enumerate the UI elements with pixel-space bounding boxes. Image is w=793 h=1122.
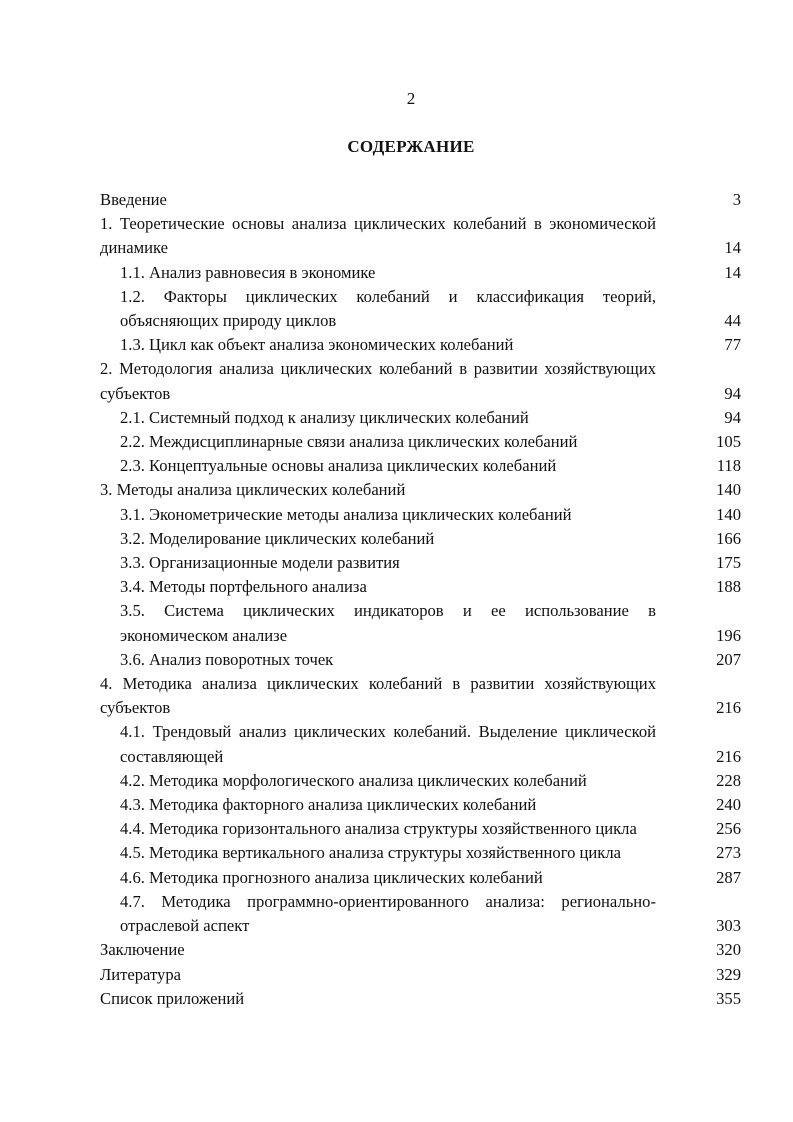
toc-entry-title: Введение [100, 190, 167, 209]
toc-entry-page: 196 [716, 625, 741, 645]
toc-entry-page: 175 [716, 553, 741, 573]
toc-entry-page: 256 [716, 819, 741, 839]
toc-entry-page: 188 [716, 577, 741, 597]
toc-entry-title: Литература [100, 964, 181, 984]
toc-entry-title: 3.2. Моделирование циклических колебаний [120, 528, 435, 548]
toc-entry [100, 454, 741, 478]
toc-entry-page: 140 [716, 504, 741, 524]
toc-entry-page: 216 [716, 746, 741, 766]
toc-entry-page: 105 [716, 432, 741, 452]
toc-entry-title: 1.1. Анализ равновесия в экономике [120, 262, 376, 282]
toc-entry-title: 2.3. Концептуальные основы анализа циклических колебаний [120, 456, 557, 476]
toc-entry [100, 261, 741, 285]
toc-entry [100, 188, 741, 212]
toc-entry-page: 228 [716, 770, 741, 790]
toc-entry-title: 1.3. Цикл как объект анализа экономических колебаний [120, 335, 514, 355]
toc-entry-page: 287 [716, 867, 741, 887]
toc-entry-title: 3.4. Методы портфельного анализа [120, 577, 367, 597]
toc-entry-page: 240 [716, 795, 741, 815]
toc-entry [100, 987, 741, 1011]
toc-entry [100, 575, 741, 599]
toc-entry-page: 77 [724, 335, 741, 355]
toc-entry [100, 793, 741, 817]
toc-entry-page: 140 [716, 480, 741, 500]
toc-entry [100, 333, 741, 357]
toc-entry [100, 648, 741, 672]
toc-entry-title: 4.2. Методика морфологического анализа циклических колебаний [120, 770, 587, 790]
toc-entry-title: 4.7. Методика программно-ориентированного анализа: регионально-отраслевой аспект [120, 891, 656, 936]
toc-entry [100, 527, 741, 551]
toc-entry-title: 2.2. Междисциплинарные связи анализа циклических колебаний [120, 432, 578, 452]
toc-entry-page: 14 [724, 262, 741, 282]
toc-entry-title: 2. Методология анализа циклических колебаний в развитии хозяйствующих субъектов [100, 359, 656, 403]
toc-entry [100, 720, 741, 768]
toc-entry-page: 94 [724, 383, 741, 403]
toc-entry-page: 303 [716, 916, 741, 936]
toc-entry [100, 478, 741, 502]
toc-entry-page: 216 [716, 698, 741, 718]
toc-entry-page: 3 [732, 190, 741, 209]
toc-entry-page: 207 [716, 649, 741, 669]
toc-entry-page: 355 [716, 988, 741, 1008]
toc-entry-title: 4.6. Методика прогнозного анализа циклических колебаний [120, 867, 543, 887]
toc-entry-page: 320 [716, 940, 741, 960]
toc-entry-title: 4.5. Методика вертикального анализа структуры хозяйственного цикла [120, 843, 621, 863]
toc-entry [100, 551, 741, 575]
toc-entry-page: 44 [724, 311, 741, 331]
toc-entry [100, 963, 741, 987]
table-of-contents [100, 188, 741, 1011]
page-number: 2 [406, 89, 416, 108]
toc-entry [100, 357, 741, 405]
toc-entry-title: 4. Методика анализа циклических колебаний в развитии хозяйствующих субъектов [100, 674, 656, 718]
toc-entry-title: Список приложений [100, 988, 245, 1008]
toc-entry-page: 94 [724, 407, 741, 427]
toc-entry-page: 273 [716, 843, 741, 863]
toc-entry [100, 599, 741, 647]
toc-entry [100, 817, 741, 841]
page-title: СОДЕРЖАНИЕ [347, 137, 475, 156]
toc-entry [100, 890, 741, 938]
toc-entry [100, 866, 741, 890]
toc-entry-page: 118 [716, 456, 741, 476]
toc-entry-title: 4.1. Трендовый анализ циклических колебаний. Выделение циклической составляющей [120, 722, 656, 766]
toc-entry-page: 166 [716, 528, 741, 548]
toc-entry-title: 1.2. Факторы циклических колебаний и классификация теорий, объясняющих природу циклов [120, 286, 656, 331]
toc-entry [100, 212, 741, 260]
toc-entry-title: 3.1. Эконометрические методы анализа циклических колебаний [120, 504, 572, 524]
toc-entry-title: 3. Методы анализа циклических колебаний [100, 480, 406, 500]
toc-entry [100, 503, 741, 527]
toc-entry-page: 329 [716, 964, 741, 984]
toc-entry [100, 285, 741, 333]
toc-entry [100, 841, 741, 865]
toc-entry-title: Заключение [100, 940, 185, 960]
toc-entry-page: 14 [724, 238, 741, 258]
toc-entry [100, 406, 741, 430]
toc-entry-title: 4.4. Методика горизонтального анализа структуры хозяйственного цикла [120, 819, 637, 839]
toc-entry-title: 3.3. Организационные модели развития [120, 553, 400, 573]
toc-entry-title: 3.5. Система циклических индикаторов и ее использование в экономическом анализе [120, 601, 656, 645]
toc-entry [100, 430, 741, 454]
toc-entry-title: 4.3. Методика факторного анализа циклических колебаний [120, 795, 537, 815]
toc-entry [100, 769, 741, 793]
toc-entry [100, 672, 741, 720]
toc-entry-title: 2.1. Системный подход к анализу циклических колебаний [120, 407, 529, 427]
toc-entry-title: 1. Теоретические основы анализа циклических колебаний в экономической динамике [100, 214, 656, 258]
toc-entry [100, 938, 741, 962]
toc-entry-title: 3.6. Анализ поворотных точек [120, 649, 334, 669]
